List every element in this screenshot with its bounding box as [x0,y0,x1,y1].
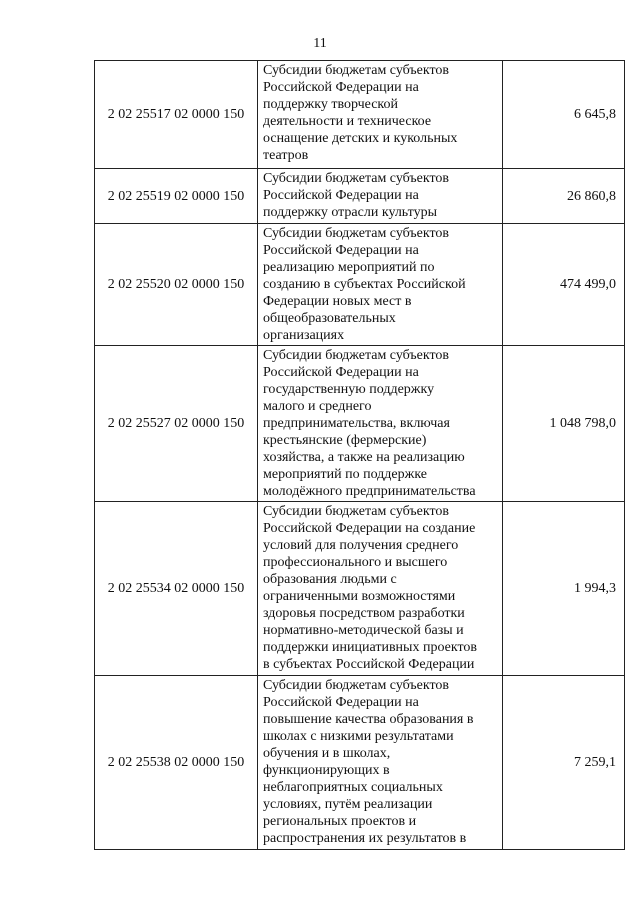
description-line: деятельности и техническое [263,114,432,129]
description-line: условиях, путём реализации [263,797,433,812]
description-line: Субсидии бюджетам субъектов [263,226,450,241]
description-line: поддержку отрасли культуры [263,205,438,220]
description-line: Российской Федерации на [263,695,419,710]
description-line: повышение качества образования в [263,712,474,727]
description-line: хозяйства, а также на реализацию [263,450,465,465]
description-line: Субсидии бюджетам субъектов [263,63,450,78]
description-line: Субсидии бюджетам субъектов [263,678,450,693]
budget-code: 2 02 25517 02 0000 150 [95,61,258,169]
description-line: образования людьми с [263,572,397,587]
page-number: 11 [313,36,327,51]
description-line: Российской Федерации на [263,365,419,380]
description-line: распространения их результатов в [263,831,467,846]
description-line: региональных проектов и [263,814,417,829]
description-line: неблагоприятных социальных [263,780,443,795]
amount: 7 259,1 [503,676,625,850]
description [258,346,503,502]
description-line: профессионального и высшего [263,555,448,570]
description-line: государственную поддержку [263,382,435,397]
budget-table [94,60,625,850]
description-line: организациях [263,328,345,343]
description-line: оснащение детских и кукольных [263,131,458,146]
table-row [95,502,625,676]
amount: 474 499,0 [503,224,625,346]
budget-code: 2 02 25527 02 0000 150 [95,346,258,502]
description-line: Субсидии бюджетам субъектов [263,348,450,363]
description-line: функционирующих в [263,763,390,778]
description-line: реализацию мероприятий по [263,260,435,275]
table-row [95,346,625,502]
description-line: театров [263,148,309,163]
description-line: поддержку творческой [263,97,399,112]
description-line: мероприятий по поддержке [263,467,427,482]
description-line: школах с низкими результатами [263,729,454,744]
amount: 6 645,8 [503,61,625,169]
budget-code: 2 02 25538 02 0000 150 [95,676,258,850]
description-line: условий для получения среднего [263,538,459,553]
description-line: Российской Федерации на [263,243,419,258]
budget-code: 2 02 25534 02 0000 150 [95,502,258,676]
amount: 1 048 798,0 [503,346,625,502]
description-line: общеобразовательных [263,311,396,326]
description-line: ограниченными возможностями [263,589,456,604]
table-row [95,61,625,169]
description-line: Субсидии бюджетам субъектов [263,504,450,519]
amount: 1 994,3 [503,502,625,676]
description-line: Российской Федерации на [263,188,419,203]
description-line: крестьянские (фермерские) [263,433,427,448]
description-line: поддержки инициативных проектов [263,640,477,655]
description [258,502,503,676]
description [258,169,503,224]
description-line: обучения и в школах, [263,746,391,761]
amount: 26 860,8 [503,169,625,224]
description-line: нормативно-методической базы и [263,623,464,638]
table-row [95,676,625,850]
table-row [95,224,625,346]
description-line: малого и среднего [263,399,372,414]
description-line: созданию в субъектах Российской [263,277,466,292]
description-line: Субсидии бюджетам субъектов [263,171,450,186]
description [258,224,503,346]
description-line: Федерации новых мест в [263,294,412,309]
budget-code: 2 02 25520 02 0000 150 [95,224,258,346]
budget-code: 2 02 25519 02 0000 150 [95,169,258,224]
description-line: здоровья посредством разработки [263,606,465,621]
description-line: молодёжного предпринимательства [263,484,476,499]
description [258,676,503,850]
description-line: Российской Федерации на [263,80,419,95]
description-line: предпринимательства, включая [263,416,450,431]
description [258,61,503,169]
table-row [95,169,625,224]
description-line: в субъектах Российской Федерации [263,657,475,672]
description-line: Российской Федерации на создание [263,521,476,536]
